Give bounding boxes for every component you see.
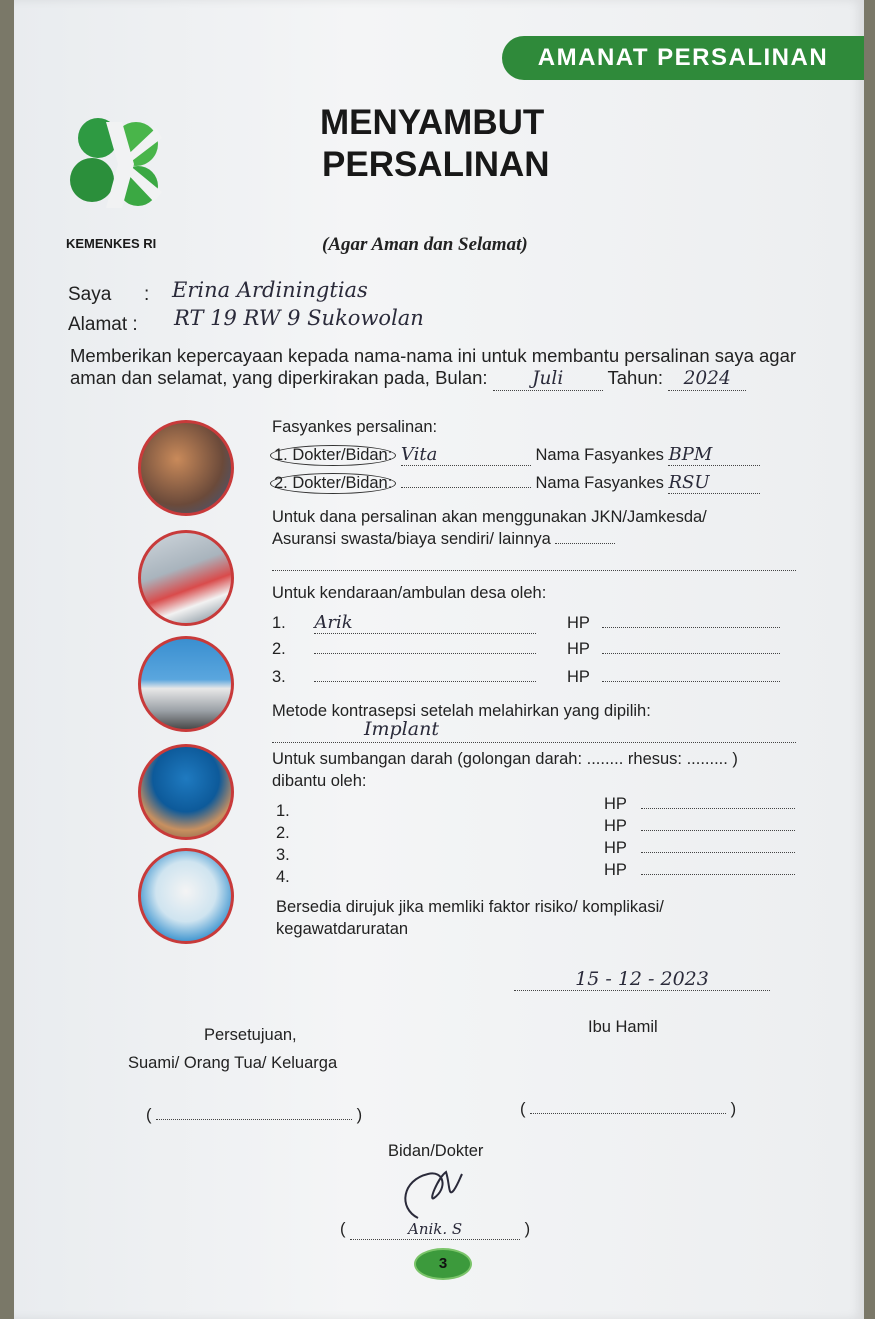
statement-text: Memberikan kepercayaan kepada nama-nama ini untuk membantu persalinan saya agar aman dan selamat, yang diperkirakan pada, Bulan: Juli Tahun: 2024: [70, 345, 797, 389]
mother-label: Ibu Hamil: [588, 1018, 658, 1036]
transport-heading: Untuk kendaraan/ambulan desa oleh:: [272, 584, 547, 602]
colon: :: [144, 284, 150, 305]
page-title: MENYAMBUT PERSALINAN: [320, 103, 550, 184]
saya-label: Saya: [68, 284, 112, 305]
referral-line-2: kegawatdaruratan: [276, 920, 409, 938]
form-page: [14, 0, 864, 1319]
alamat-label: Alamat :: [68, 314, 138, 335]
photo-ambulance-icon: [138, 636, 234, 732]
blood-line-1: Untuk sumbangan darah (golongan darah: ........ rhesus: ......... ): [272, 750, 738, 768]
midwife-signature-line: ( Anik. S ): [340, 1220, 531, 1238]
blood-row-1-num: 1.: [276, 802, 290, 820]
facility-heading: Fasyankes persalinan:: [272, 418, 438, 436]
photo-delivery-icon: [138, 420, 234, 516]
funding-line-2: Asuransi swasta/biaya sendiri/ lainnya: [272, 530, 615, 549]
blood-hp-2: HP: [604, 817, 800, 836]
signing-date: 15 - 12 - 2023: [575, 968, 709, 990]
alamat-value: RT 19 RW 9 Sukowolan: [174, 306, 424, 330]
section-banner: AMANAT PERSALINAN: [502, 36, 864, 80]
page-subtitle: (Agar Aman dan Selamat): [322, 234, 528, 255]
contraception-line: [272, 718, 796, 743]
funding-line-1: Untuk dana persalinan akan menggunakan JKN/Jamkesda/: [272, 508, 707, 526]
blood-row-3-num: 3.: [276, 846, 290, 864]
blood-hp-3: HP: [604, 839, 800, 858]
contraception-heading: Metode kontrasepsi setelah melahirkan yang dipilih:: [272, 702, 651, 720]
mother-signature-line: ( ): [520, 1100, 737, 1118]
midwife-signature-icon: [388, 1168, 478, 1224]
photo-blood-donation-icon: [138, 848, 234, 944]
blood-row-4-num: 4.: [276, 868, 290, 886]
consent-label: Persetujuan,: [204, 1026, 297, 1044]
consent-parties: Suami/ Orang Tua/ Keluarga: [128, 1054, 338, 1072]
transport-row-1: 1. Arik HP: [272, 612, 802, 634]
year-value: 2024: [683, 368, 731, 389]
blood-hp-1: HP: [604, 795, 800, 814]
blood-hp-4: HP: [604, 861, 800, 880]
month-value: Juli: [532, 368, 564, 389]
facility-row-2: 2. Dokter/Bidan: Nama Fasyankes RSU: [270, 472, 810, 494]
ministry-label: KEMENKES RI: [66, 236, 157, 251]
blood-line-2: dibantu oleh:: [272, 772, 367, 790]
saya-value: Erina Ardiningtias: [172, 278, 368, 302]
facility-row-1: 1. Dokter/Bidan: Vita Nama Fasyankes BPM: [270, 444, 810, 466]
family-signature-line: ( ): [146, 1106, 363, 1124]
date-line: [514, 968, 770, 991]
midwife-name: Anik. S: [407, 1220, 463, 1238]
photo-family-planning-icon: [138, 744, 234, 840]
transport-row-3: 3. HP: [272, 668, 802, 687]
midwife-label: Bidan/Dokter: [388, 1142, 484, 1160]
contraception-value: Implant: [364, 718, 439, 740]
blood-row-2-num: 2.: [276, 824, 290, 842]
page-number: 3: [414, 1248, 472, 1280]
photo-bpjs-office-icon: [138, 530, 234, 626]
transport-row-2: 2. HP: [272, 640, 802, 659]
referral-line-1: Bersedia dirujuk jika memliki faktor risiko/ komplikasi/: [276, 898, 664, 916]
kemenkes-logo-icon: [66, 108, 166, 220]
funding-blank-line: [272, 570, 796, 571]
